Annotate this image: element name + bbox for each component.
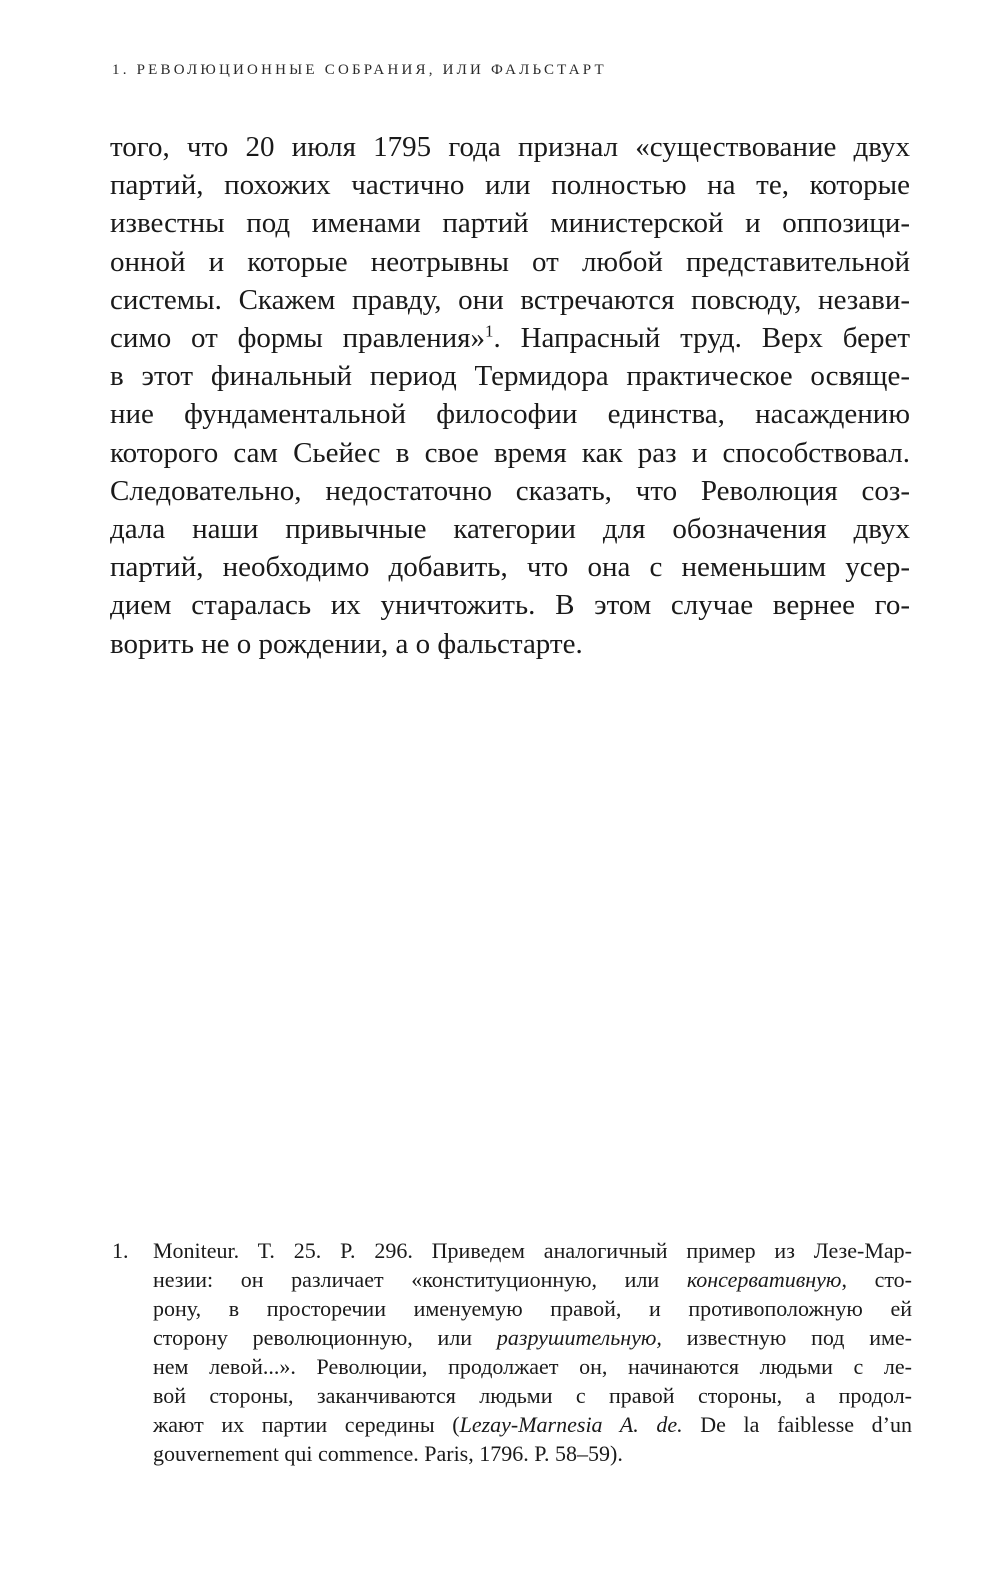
footnote-italic: разрушительную, — [496, 1325, 662, 1350]
body-line: партий, похожих частично или полностью на те, которые — [110, 169, 910, 202]
footnote — [112, 1236, 912, 1468]
footnote-line: gouvernement qui commence. Paris, 1796. P. 58–59). — [153, 1441, 623, 1466]
footnote-italic: Lezay-Marnesia A. de. — [459, 1412, 683, 1437]
body-line: ние фундаментальной философии единства, насаждению — [110, 398, 910, 431]
body-text-segment: . Напрасный труд. Верх берет — [493, 322, 910, 355]
footnote-segment: De la faiblesse d’un — [682, 1412, 913, 1437]
footnote-segment: жают их партии середины ( — [153, 1412, 460, 1437]
footnote-reference: 1 — [485, 321, 494, 341]
footnote-line: Moniteur. T. 25. P. 296. Приведем аналогичный пример из Лезе-Мар- — [153, 1238, 912, 1263]
body-line: дием старалась их уничтожить. В этом случае вернее го- — [110, 589, 910, 622]
footnote-segment: , сто- — [841, 1267, 912, 1292]
body-line — [110, 319, 910, 357]
body-line: того, что 20 июля 1795 года признал «существование двух — [110, 131, 910, 163]
footnote-segment: незии: он различает «конституционную, или — [153, 1267, 687, 1292]
main-paragraph — [110, 128, 910, 663]
body-line: которого сам Сьейес в свое время как раз и способствовал. — [110, 436, 910, 469]
footnote-line: нем левой...». Революции, продолжает он, начинаются людьми с ле- — [153, 1354, 912, 1379]
body-line: Следовательно, недостаточно сказать, что Революция соз- — [110, 474, 910, 507]
body-line: онной и которые неотрывны от любой представительной — [110, 245, 910, 278]
body-text-segment: симо от формы правления» — [110, 322, 486, 355]
footnote-italic: консервативную — [686, 1267, 842, 1292]
footnote-number: 1. — [112, 1238, 129, 1263]
body-line: ворить не о рождении, а о фальстарте. — [110, 627, 583, 660]
body-line: известны под именами партий министерской и оппозици- — [110, 207, 910, 240]
body-line: дала наши привычные категории для обозначения двух — [110, 513, 910, 546]
footnote-line — [153, 1265, 912, 1294]
footnote-line: вой стороны, заканчиваются людьми с правой стороны, а продол- — [153, 1383, 912, 1408]
footnote-text — [153, 1236, 912, 1468]
footnote-line: рону, в просторечии именуемую правой, и противоположную ей — [153, 1296, 912, 1321]
footnote-segment: известную под име- — [661, 1325, 912, 1350]
footnote-line — [153, 1410, 912, 1439]
footnote-line — [153, 1323, 912, 1352]
body-line: системы. Скажем правду, они встречаются повсюду, незави- — [110, 283, 910, 316]
body-line: партий, необходимо добавить, что она с неменьшим усер- — [110, 551, 910, 584]
footnote-segment: сторону революционную, или — [153, 1325, 497, 1350]
running-head: 1. РЕВОЛЮЦИОННЫЕ СОБРАНИЯ, ИЛИ ФАЛЬСТАРТ — [112, 62, 607, 78]
body-line: в этот финальный период Термидора практическое освяще- — [110, 360, 910, 393]
